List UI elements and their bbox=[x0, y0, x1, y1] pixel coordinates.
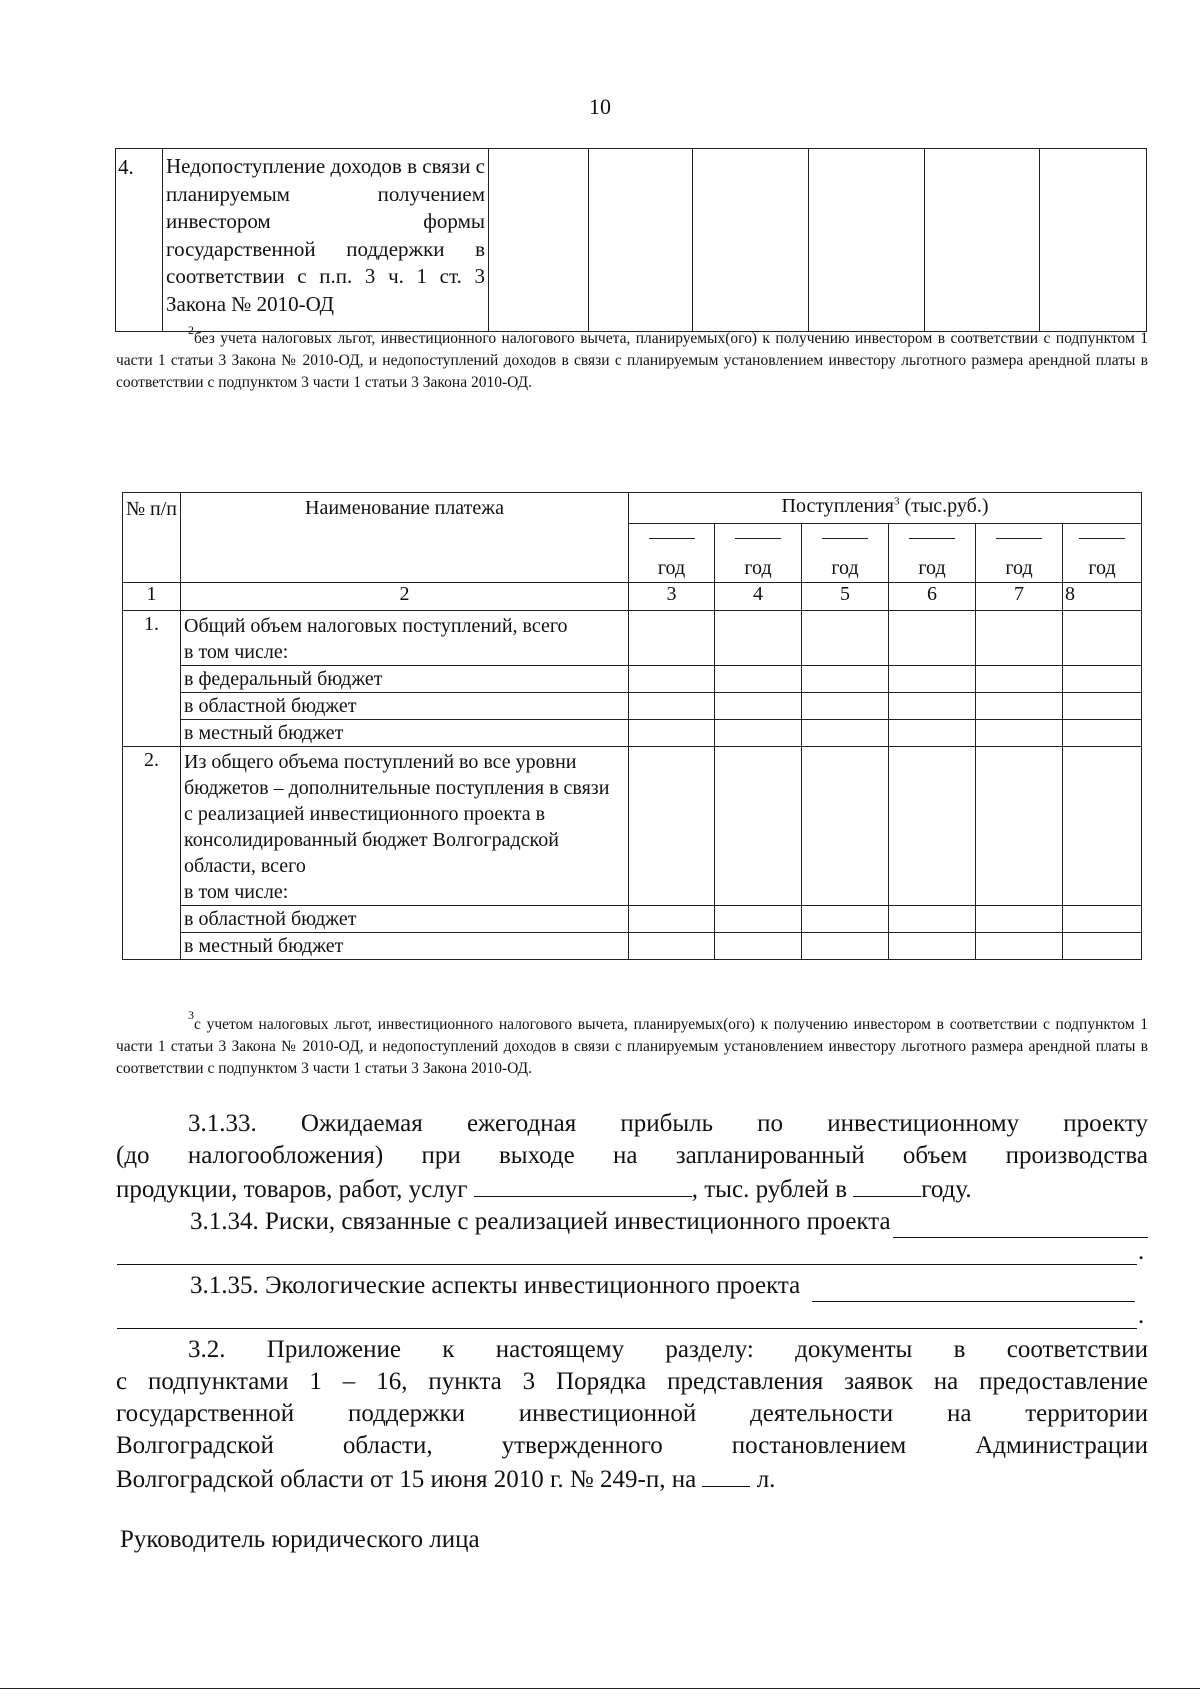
value-cell[interactable] bbox=[715, 693, 802, 720]
year-label: год bbox=[831, 557, 859, 579]
header-receipts-unit: (тыс.руб.) bbox=[904, 495, 989, 517]
value-cell[interactable] bbox=[889, 693, 976, 720]
paragraph-line bbox=[116, 1462, 1148, 1496]
value-cell[interactable] bbox=[809, 149, 925, 332]
value-cell[interactable] bbox=[976, 747, 1063, 906]
paragraph-3-2 bbox=[116, 1334, 1148, 1496]
header-num: № п/п bbox=[123, 493, 181, 583]
value-cell[interactable] bbox=[629, 611, 715, 666]
column-number-row bbox=[123, 583, 1142, 611]
value-cell[interactable] bbox=[802, 747, 889, 906]
year-blank[interactable] bbox=[909, 538, 955, 539]
header-name: Наименование платежа bbox=[181, 493, 629, 583]
value-cell[interactable] bbox=[889, 747, 976, 906]
value-cell[interactable] bbox=[1063, 933, 1142, 960]
paragraph-line: (до налогообложения) при выходе на запланированный объем производства bbox=[116, 1142, 1148, 1169]
value-cell[interactable] bbox=[1063, 720, 1142, 747]
column-number: 3 bbox=[629, 583, 715, 611]
value-cell[interactable] bbox=[693, 149, 809, 332]
value-cell[interactable] bbox=[629, 906, 715, 933]
value-cell[interactable] bbox=[925, 149, 1040, 332]
year-blank[interactable] bbox=[822, 538, 868, 539]
header-receipts-label: Поступления bbox=[781, 495, 894, 517]
page-bottom-edge bbox=[0, 1688, 1200, 1689]
row-label-text: в том числе: bbox=[184, 881, 289, 903]
footnote-mark: 2 bbox=[188, 323, 194, 337]
paragraph-text: 3.1.35. Экологические аспекты инвестиционного проекта bbox=[190, 1272, 801, 1299]
row-label-line: соответствии с п.п. 3 ч. 1 ст. 3 bbox=[166, 264, 485, 288]
value-cell[interactable] bbox=[802, 693, 889, 720]
year-header bbox=[802, 524, 889, 583]
column-number: 2 bbox=[181, 583, 629, 611]
value-cell[interactable] bbox=[889, 666, 976, 693]
row-label: в местный бюджет bbox=[181, 933, 629, 960]
value-cell[interactable] bbox=[715, 666, 802, 693]
value-cell[interactable] bbox=[1063, 906, 1142, 933]
ecology-field[interactable] bbox=[812, 1277, 1135, 1302]
value-cell[interactable] bbox=[629, 747, 715, 906]
table-row bbox=[123, 666, 1142, 693]
table-row bbox=[123, 933, 1142, 960]
row-label: в местный бюджет bbox=[181, 720, 629, 747]
value-cell[interactable] bbox=[715, 720, 802, 747]
paragraph-text: продукции, товаров, работ, услуг bbox=[116, 1176, 468, 1203]
year-blank[interactable] bbox=[996, 538, 1042, 539]
row-label bbox=[181, 611, 629, 666]
value-cell[interactable] bbox=[802, 933, 889, 960]
ecology-continuation-line[interactable] bbox=[117, 1328, 1137, 1329]
value-cell[interactable] bbox=[802, 611, 889, 666]
value-cell[interactable] bbox=[802, 906, 889, 933]
paragraph-3-1-34 bbox=[190, 1206, 1148, 1238]
paragraph-text: л. bbox=[756, 1466, 776, 1493]
paragraph-text: , тыс. рублей в bbox=[691, 1176, 848, 1203]
column-number: 6 bbox=[889, 583, 976, 611]
profit-amount-field[interactable] bbox=[474, 1172, 692, 1197]
footnote-text: с учетом налоговых льгот, инвестиционного налогового вычета, планируемых(ого) к получению инвестором в соответствии с подпунктом 1 части 1 статьи 3 Закона № 2010-ОД, и недопоступлений доходов в связи с планируемым установлением инвестору льготного размера арендной платы в соответствии с подпунктом 3 части 1 статьи 3 Закона 2010-ОД. bbox=[116, 1016, 1148, 1077]
value-cell[interactable] bbox=[802, 720, 889, 747]
year-header bbox=[629, 524, 715, 583]
paragraph-line: Волгоградской области, утвержденного постановлением Администрации bbox=[116, 1432, 1148, 1459]
paragraph-text: году. bbox=[921, 1176, 972, 1203]
table-header-row bbox=[123, 493, 1142, 524]
footnote-2 bbox=[116, 323, 1148, 394]
risks-field[interactable] bbox=[893, 1213, 1148, 1238]
value-cell[interactable] bbox=[976, 933, 1063, 960]
table-row bbox=[123, 747, 1142, 906]
column-number: 4 bbox=[715, 583, 802, 611]
value-cell[interactable] bbox=[976, 611, 1063, 666]
row-label bbox=[181, 747, 629, 906]
table-tax-receipts bbox=[122, 492, 1142, 960]
column-number: 1 bbox=[123, 583, 181, 611]
paragraph-line bbox=[116, 1172, 1148, 1206]
value-cell[interactable] bbox=[1063, 693, 1142, 720]
table-row bbox=[116, 149, 1147, 332]
row-label: в областной бюджет bbox=[181, 693, 629, 720]
value-cell[interactable] bbox=[976, 906, 1063, 933]
value-cell[interactable] bbox=[889, 720, 976, 747]
value-cell[interactable] bbox=[889, 611, 976, 666]
value-cell[interactable] bbox=[889, 933, 976, 960]
pages-count-field[interactable] bbox=[702, 1462, 750, 1487]
year-blank[interactable] bbox=[735, 538, 781, 539]
row-label-text: Общий объем налоговых поступлений, всего bbox=[184, 615, 568, 637]
year-label: год bbox=[1088, 557, 1116, 579]
year-header bbox=[715, 524, 802, 583]
row-label-line: Закона № 2010-ОД bbox=[166, 291, 335, 316]
row-label-text: в том числе: bbox=[184, 641, 289, 663]
value-cell[interactable] bbox=[629, 720, 715, 747]
year-header bbox=[889, 524, 976, 583]
value-cell[interactable] bbox=[976, 666, 1063, 693]
value-cell[interactable] bbox=[715, 906, 802, 933]
page-number: 10 bbox=[589, 94, 611, 119]
column-number: 8 bbox=[1063, 583, 1142, 611]
footnote-ref: 3 bbox=[893, 495, 900, 508]
table-row bbox=[123, 693, 1142, 720]
row-number: 1. bbox=[123, 611, 181, 747]
row-number: 2. bbox=[123, 747, 181, 960]
period: . bbox=[1138, 1238, 1145, 1265]
footnote-text: без учета налоговых льгот, инвестиционного налогового вычета, планируемых(ого) к получению инвестором в соответствии с подпунктом 1 части 1 статьи 3 Закона № 2010-ОД, и недопоступлений доходов в связи с планируемым установлением инвестору льготного размера арендной платы в соответствии с подпунктом 3 части 1 статьи 3 Закона 2010-ОД. bbox=[116, 330, 1148, 391]
year-field[interactable] bbox=[853, 1172, 921, 1197]
year-header bbox=[976, 524, 1063, 583]
table-row bbox=[123, 906, 1142, 933]
value-cell[interactable] bbox=[715, 747, 802, 906]
row-label-line: инвестором формы bbox=[166, 209, 485, 233]
year-label: год bbox=[657, 557, 686, 579]
period: . bbox=[1138, 1302, 1145, 1329]
row-label: в федеральный бюджет bbox=[181, 666, 629, 693]
paragraph-3-1-35 bbox=[190, 1270, 1135, 1302]
paragraph-3-1-33 bbox=[116, 1108, 1148, 1206]
value-cell[interactable] bbox=[889, 906, 976, 933]
footnote-3 bbox=[116, 1008, 1148, 1080]
value-cell[interactable] bbox=[1063, 747, 1142, 906]
footnote-mark: 3 bbox=[188, 1008, 194, 1022]
row-label-text: Из общего объема поступлений во все уровни бюджетов – дополнительные поступления в связи с реализацией инвестиционного проекта в консолидированный бюджет Волгоградской области, всего bbox=[184, 751, 610, 877]
paragraph-text: Волгоградской области от 15 июня 2010 г. № 249-п, на bbox=[116, 1466, 697, 1493]
value-cell[interactable] bbox=[976, 720, 1063, 747]
paragraph-line: с подпунктами 1 – 16, пункта 3 Порядка представления заявок на предоставление bbox=[116, 1368, 1148, 1395]
paragraph-text: 3.1.34. Риски, связанные с реализацией инвестиционного проекта bbox=[190, 1208, 891, 1235]
year-header bbox=[1063, 524, 1142, 583]
value-cell[interactable] bbox=[802, 666, 889, 693]
value-cell[interactable] bbox=[629, 693, 715, 720]
header-receipts bbox=[629, 493, 1142, 524]
value-cell[interactable] bbox=[976, 693, 1063, 720]
row-label-line: государственной поддержки в bbox=[166, 236, 485, 261]
row-label-line: Недопоступление доходов в связи с bbox=[166, 154, 485, 178]
row-label: в областной бюджет bbox=[181, 906, 629, 933]
row-label-line: планируемым получением bbox=[166, 181, 485, 206]
value-cell[interactable] bbox=[489, 149, 589, 332]
row-label bbox=[163, 149, 489, 332]
column-number: 7 bbox=[976, 583, 1063, 611]
value-cell[interactable] bbox=[629, 666, 715, 693]
year-blank[interactable] bbox=[649, 538, 695, 539]
risks-continuation-line[interactable] bbox=[117, 1264, 1137, 1265]
table-investor-support bbox=[115, 148, 1147, 332]
table-row bbox=[123, 611, 1142, 666]
value-cell[interactable] bbox=[1040, 149, 1147, 332]
value-cell[interactable] bbox=[589, 149, 693, 332]
paragraph-line: 3.2. Приложение к настоящему разделу: документы в соответствии bbox=[188, 1336, 1148, 1363]
paragraph-line: государственной поддержки инвестиционной деятельности на территории bbox=[116, 1400, 1148, 1427]
value-cell[interactable] bbox=[1063, 666, 1142, 693]
value-cell[interactable] bbox=[715, 611, 802, 666]
value-cell[interactable] bbox=[715, 933, 802, 960]
paragraph-line: 3.1.33. Ожидаемая ежегодная прибыль по инвестиционному проекту bbox=[188, 1110, 1148, 1137]
year-label: год bbox=[1005, 557, 1033, 579]
year-label: год bbox=[918, 557, 946, 579]
signature-label: Руководитель юридического лица bbox=[120, 1526, 480, 1553]
column-number: 5 bbox=[802, 583, 889, 611]
row-number: 4. bbox=[116, 149, 163, 332]
year-blank[interactable] bbox=[1079, 538, 1125, 539]
value-cell[interactable] bbox=[1063, 611, 1142, 666]
table-row bbox=[123, 720, 1142, 747]
value-cell[interactable] bbox=[629, 933, 715, 960]
year-label: год bbox=[744, 557, 772, 579]
